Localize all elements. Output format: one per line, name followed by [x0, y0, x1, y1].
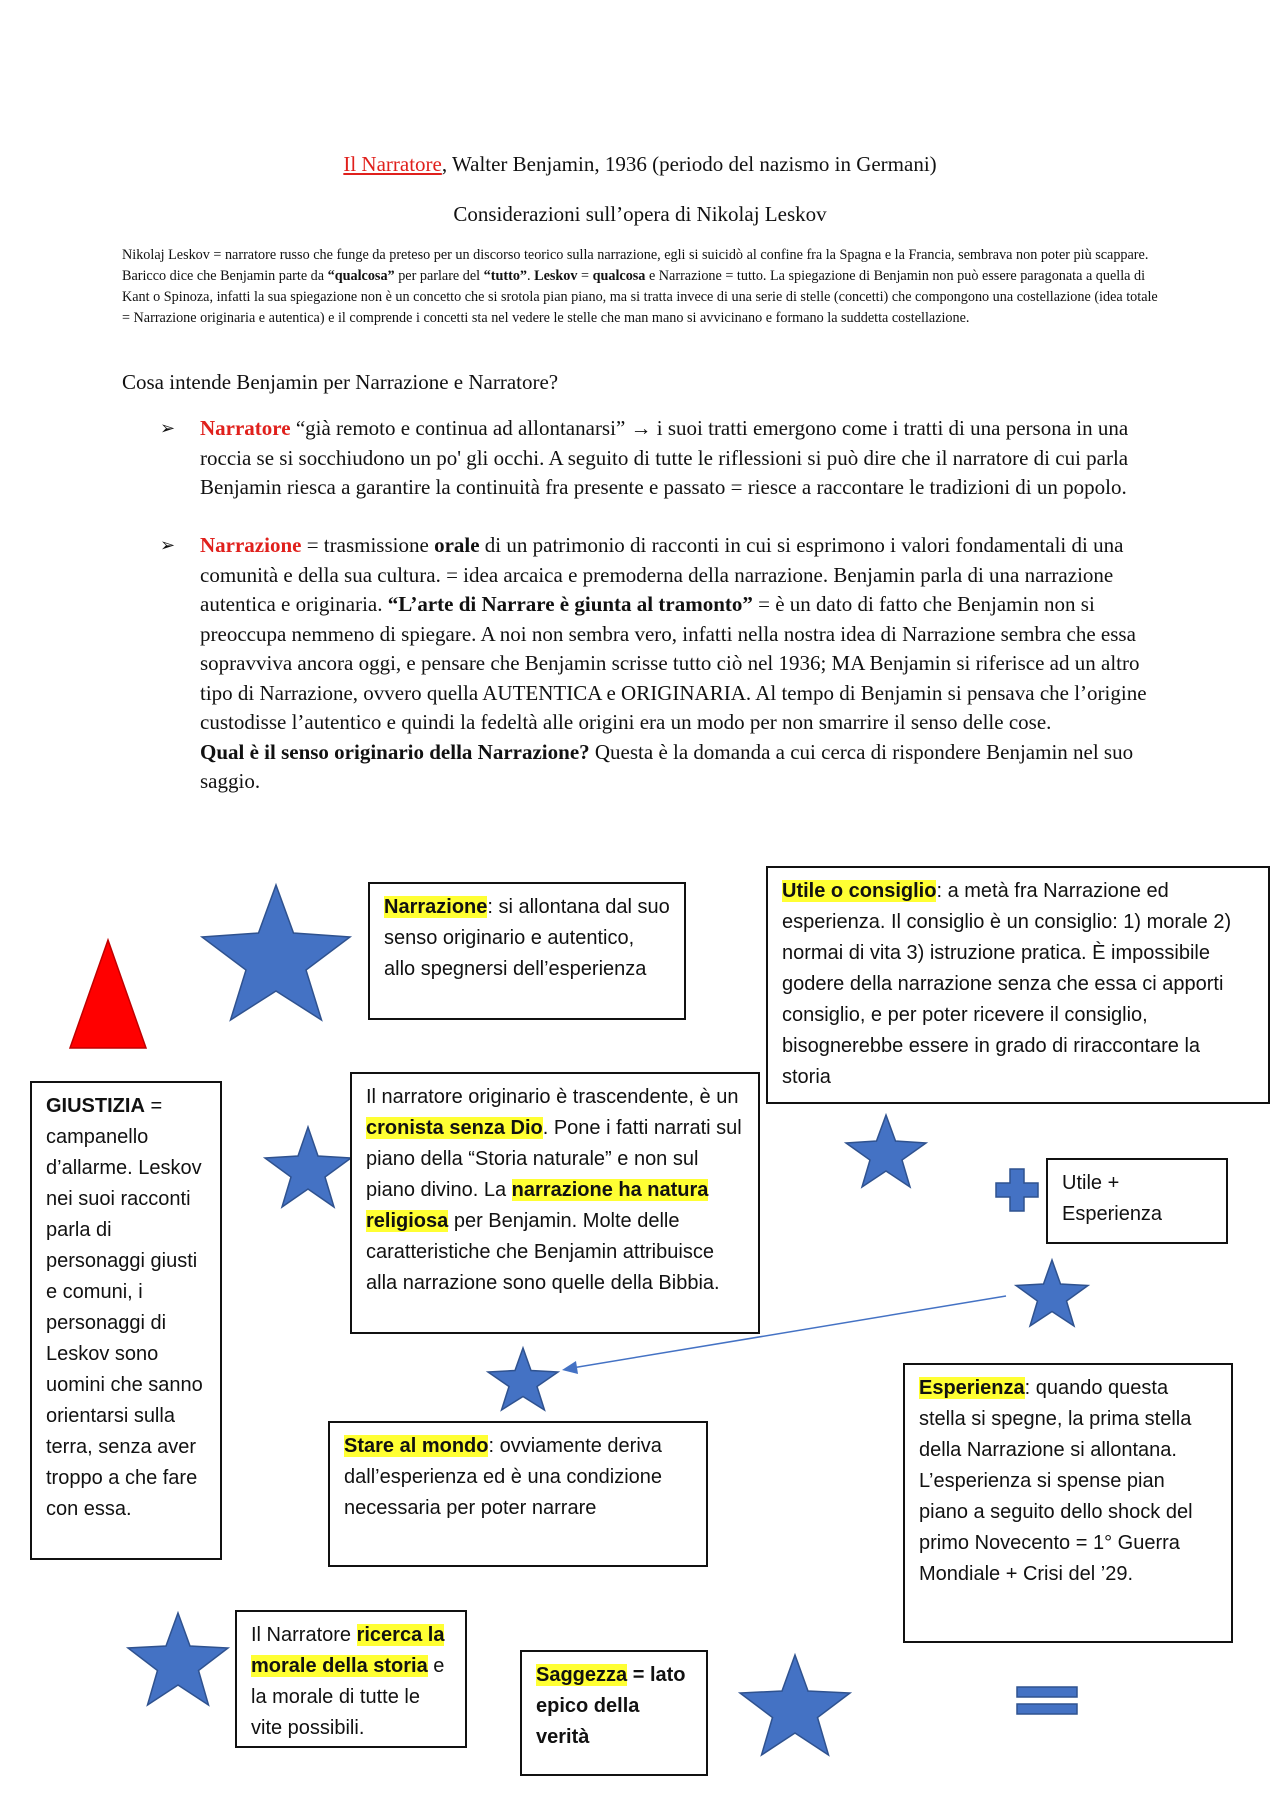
- equals-icon: [1016, 1686, 1078, 1716]
- box-utile-consiglio: Utile o consiglio: a metà fra Narrazione ed esperienza. Il consiglio è un consiglio: 1) morale 2) normai di vita 3) istruzione pratica. È impossibile godere della narrazione senza che essa ci apporti consiglio, e per poter ricevere il consiglio, bisognerebbe essere in grado di riraccontare la storia: [766, 866, 1270, 1104]
- plus-icon: [995, 1168, 1039, 1212]
- box-giustizia: GIUSTIZIA = campanello d’allarme. Leskov nei suoi racconti parla di personaggi giusti e comuni, i personaggi di Leskov sono uomini che sanno orientarsi sulla terra, senza aver troppo a che fare con essa.: [30, 1081, 222, 1560]
- star-icon: [846, 1115, 926, 1187]
- bullet-narratore: ➢ Narratore “già remoto e continua ad allontanarsi” → i suoi tratti emergono come i tratti di una persona in una roccia se si socchiudono un po' gli occhi. A seguito di tutte le riflessioni si può dire che il narratore di cui parla Benjamin riesca a garantire la continuità fra presente e passato = riesce a raccontare le tradizioni di un popolo.: [160, 416, 1129, 499]
- bullet-arrow-icon: ➢: [160, 418, 176, 439]
- star-icon: [265, 1127, 351, 1207]
- box-utile-esperienza: Utile + Esperienza: [1046, 1158, 1228, 1244]
- bullet-narrazione: ➢ Narrazione = trasmissione orale di un patrimonio di racconti in cui si esprimono i valori fondamentali di una comunità e della sua cultura. = idea arcaica e premoderna della narrazione. Benjamin parla di una narrazione autentica e originaria. “L’arte di Narrare è giunta al tramonto” = è un dato di fatto che Benjamin non si preoccupa nemmeno di spiegare. A noi non sembra vero, infatti nella nostra idea di Narrazione sembra che essa sopravviva ancora oggi, e pensare che Benjamin scrisse tutto ciò nel 1936; MA Benjamin si riferisce ad un altro tipo di Narrazione, ovvero quella AUTENTICA e ORIGINARIA. Al tempo di Benjamin si pensava che l’origine custodisse l’autentico e quindi la fedeltà alle origini era un modo per non smarrire il senso delle cose. Qual è il senso originario della Narrazione? Questa è la domanda a cui cerca di rispondere Benjamin nel suo saggio.: [160, 533, 1147, 793]
- term-narratore: Narratore: [200, 416, 291, 440]
- section-question: Cosa intende Benjamin per Narrazione e Narratore?: [122, 370, 559, 394]
- box-ricerca-morale: Il Narratore ricerca la morale della storia e la morale di tutte le vite possibili.: [235, 1610, 467, 1748]
- box-esperienza: Esperienza: quando questa stella si spegne, la prima stella della Narrazione si allontana. L’esperienza si spense pian piano a seguito dello shock del primo Novecento = 1° Guerra Mondiale + Crisi del ’29.: [903, 1363, 1233, 1643]
- box-narrazione: Narrazione: si allontana dal suo senso originario e autentico, allo spegnersi dell’esperienza: [368, 882, 686, 1020]
- term-narrazione: Narrazione: [200, 533, 302, 557]
- bullet-arrow-icon: ➢: [160, 535, 176, 556]
- box-saggezza: Saggezza = lato epico della verità: [520, 1650, 708, 1776]
- page-title: [0, 152, 1280, 177]
- title-rest: , Walter Benjamin, 1936 (periodo del nazismo in Germani): [441, 152, 937, 176]
- title-link[interactable]: Il Narratore: [343, 152, 442, 176]
- star-icon: [488, 1348, 558, 1410]
- box-narratore-originario: Il narratore originario è trascendente, è un cronista senza Dio. Pone i fatti narrati sul piano della “Storia naturale” e non sul piano divino. La narrazione ha natura religiosa per Benjamin. Molte delle caratteristiche che Benjamin attribuisce alla narrazione sono quelle della Bibbia.: [350, 1072, 760, 1334]
- box-stare-al-mondo: Stare al mondo: ovviamente deriva dall’esperienza ed è una condizione necessaria per poter narrare: [328, 1421, 708, 1567]
- star-icon: [740, 1655, 850, 1755]
- triangle-icon: [68, 938, 148, 1050]
- star-icon: [202, 885, 350, 1020]
- star-icon: [1016, 1260, 1088, 1326]
- star-icon: [128, 1613, 228, 1705]
- intro-paragraph: Nikolaj Leskov = narratore russo che funge da preteso per un discorso teorico sulla narrazione, egli si suicidò al confine fra la Spagna e la Francia, sembrava non poter più scappare. Baricco dice che Benjamin parte da “qualcosa” per parlare del “tutto”. Leskov = qualcosa e Narrazione = tutto. La spiegazione di Benjamin non può essere paragonata a quella di Kant o Spinoza, infatti la sua spiegazione non è un concetto che si srotola pian piano, ma si tratta invece di una serie di stelle (concetti) che compongono una costellazione (idea totale = Narrazione originaria e autentica) e il comprende i concetti sta nel vedere le stelle che man mano si avvicinano e formano la suddetta costellazione.: [122, 247, 1158, 326]
- page-subtitle: Considerazioni sull’opera di Nikolaj Leskov: [453, 202, 827, 226]
